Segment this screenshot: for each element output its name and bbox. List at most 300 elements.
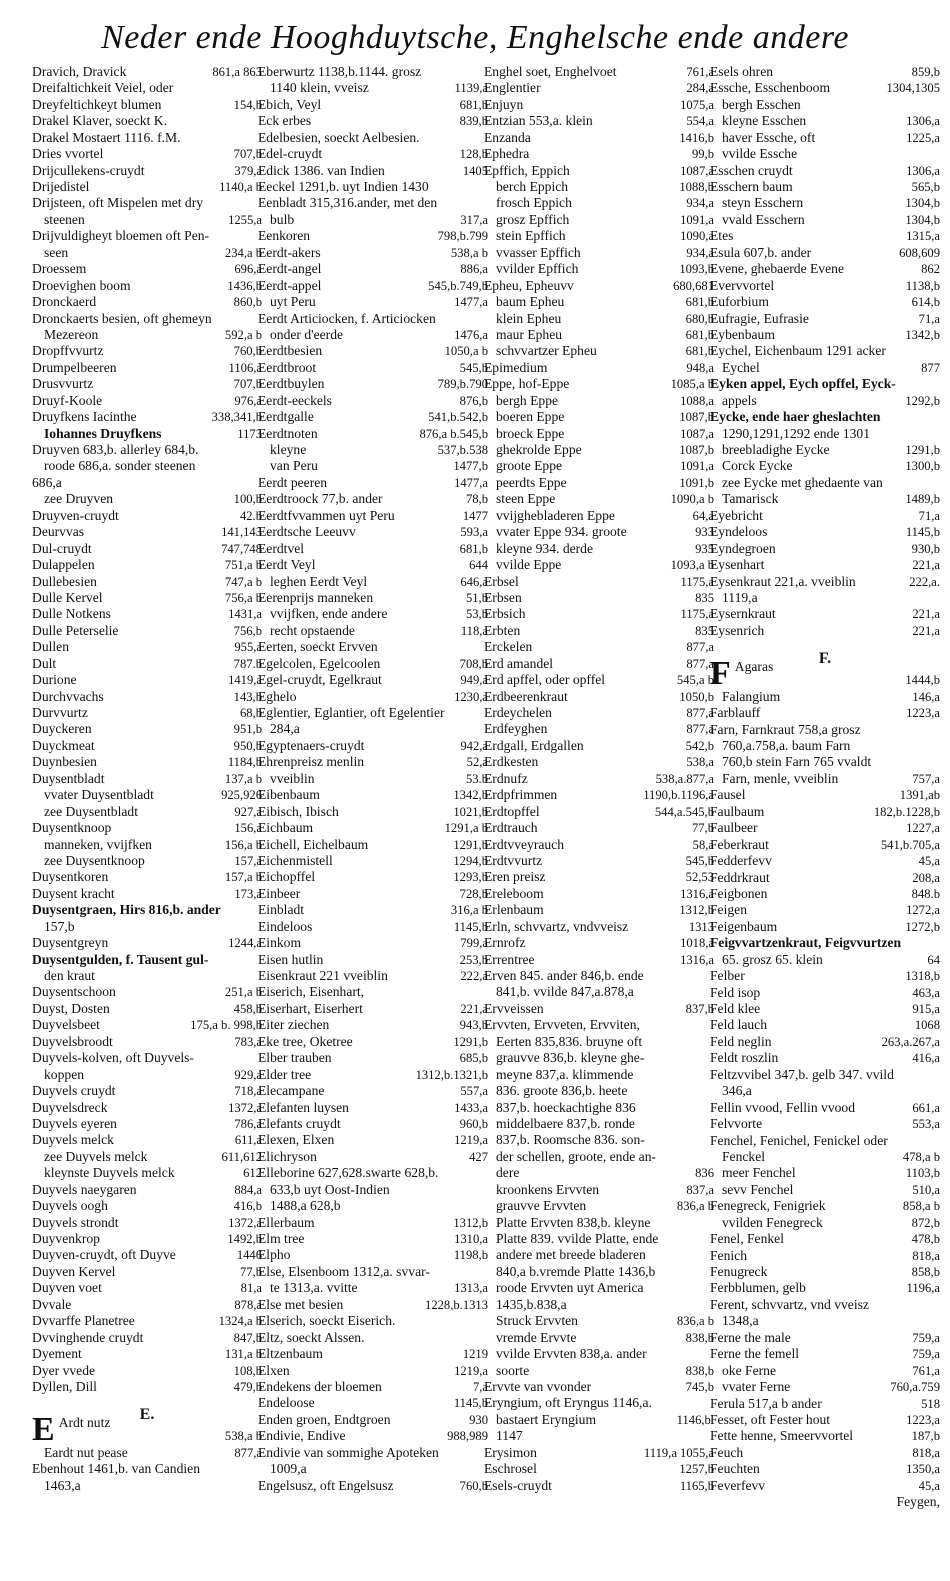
index-entry (710, 902, 940, 918)
index-entry (484, 196, 714, 212)
entry-term (484, 113, 682, 129)
entry-reference: 611,a (234, 1133, 262, 1148)
entry-term-text: 284,a (270, 721, 300, 737)
entry-term-text: groote Eppe (496, 458, 563, 474)
index-entry (484, 952, 714, 968)
entry-term-text: Eychel (722, 359, 760, 375)
entry-term-text: kleyne Esschen (722, 113, 807, 129)
entry-term-text: Duysentgreyn (32, 935, 109, 951)
entry-term-text: Duyvels strondt (32, 1214, 119, 1230)
index-entry (484, 1165, 714, 1181)
index-entry (32, 80, 262, 96)
entry-term-text: Dronckaerts besien, oft ghemeyn (32, 310, 212, 326)
entry-term-text: Erln, schvvartz, vndvveisz (484, 918, 629, 934)
index-entry (258, 606, 488, 622)
entry-term (258, 721, 484, 737)
entry-term (484, 1379, 682, 1395)
entry-term-text: vvater Duysentbladt (44, 787, 154, 803)
entry-term (32, 442, 258, 458)
index-entry (258, 146, 488, 162)
entry-term (258, 1132, 450, 1148)
entry-term (258, 1198, 484, 1214)
entry-term (484, 919, 685, 935)
entry-reference: 861,a 863 (212, 64, 262, 79)
entry-term-text: Essche, Esschenboom (710, 80, 831, 96)
index-entry (32, 919, 262, 935)
entry-term (32, 968, 258, 984)
index-entry (258, 1215, 488, 1231)
index-entry (710, 541, 940, 557)
entry-term-text: Farn, menle, vveiblin (722, 770, 839, 786)
entry-term-text: Dult (32, 655, 57, 671)
entry-term (258, 1149, 465, 1165)
index-entry (710, 376, 940, 392)
entry-term-text: Eycke, ende haer gheslachten (710, 409, 881, 425)
entry-term-text: Erdkesten (484, 754, 539, 770)
entry-reference: 221,a (912, 607, 940, 622)
index-entry (484, 771, 714, 787)
entry-term (258, 1001, 456, 1017)
index-entry (710, 722, 940, 738)
index-entry (32, 475, 262, 491)
entry-term (258, 163, 459, 179)
entry-reference: 789,b.790 (437, 377, 488, 392)
entry-term-text: Eerdtfvvammen uyt Peru (258, 507, 395, 523)
index-entry (710, 705, 940, 721)
entry-reference: 1419,a (228, 673, 262, 688)
entry-term (258, 1395, 450, 1411)
section-heading: E. (139, 1406, 155, 1424)
index-entry (484, 902, 714, 918)
entry-term (32, 146, 230, 162)
index-entry (32, 360, 262, 376)
entry-term-text: Platte 839. vvilde Platte, ende (496, 1231, 659, 1247)
entry-term (484, 278, 669, 294)
entry-reference: 1304,b (905, 212, 940, 227)
entry-term-text: 686,a (32, 474, 62, 490)
index-entry (32, 1017, 262, 1033)
entry-term-text: Erd apffel, oder opffel (484, 672, 606, 688)
entry-reference: 1227,a (906, 821, 940, 836)
entry-term-text: kroonkens Ervvten (496, 1181, 600, 1197)
index-entry (710, 606, 940, 622)
index-entry (258, 557, 488, 573)
entry-reference: 1316,a (680, 952, 714, 967)
entry-term-text: Fenel, Fenkel (710, 1231, 784, 1247)
index-entry (32, 1100, 262, 1116)
entry-reference: 1087,b (679, 410, 714, 425)
entry-term-text: Etes (710, 228, 734, 244)
index-entry (258, 376, 488, 392)
entry-term (484, 623, 691, 639)
entry-reference: 745,b (685, 1379, 714, 1394)
index-entry (258, 853, 488, 869)
entry-term-text: roode Ervvten uyt America (496, 1280, 644, 1296)
index-entry (32, 1149, 262, 1165)
entry-reference: 141,143 (221, 525, 262, 540)
entry-reference: 786,a (234, 1116, 262, 1131)
entry-term (484, 195, 682, 211)
entry-reference: 1292,b (905, 393, 940, 408)
entry-reference: 955,a (234, 640, 262, 655)
entry-reference: 1476,a (454, 327, 488, 342)
entry-reference: 77,b (239, 1264, 262, 1279)
index-entry (484, 459, 714, 475)
entry-reference: 1291,b (905, 443, 940, 458)
index-entry (32, 228, 262, 244)
entry-term (258, 475, 450, 491)
entry-term (258, 1116, 456, 1132)
entry-term-text: Edel-cruydt (258, 146, 323, 162)
entry-reference: 71,a (918, 311, 940, 326)
entry-term-text: Druyven 683,b. allerley 684,b. (32, 442, 199, 458)
entry-term-text: Duyvelsdreck (32, 1099, 108, 1115)
entry-term (710, 574, 905, 590)
index-entry (32, 590, 262, 606)
index-entry (484, 442, 714, 458)
entry-reference: 685,b (459, 1051, 488, 1066)
entry-term (484, 97, 676, 113)
entry-term-text: Drijsteen, oft Mispelen met dry (32, 195, 204, 211)
index-entry (32, 935, 262, 951)
entry-term-text: Feld klee (710, 1001, 761, 1017)
index-entry (710, 228, 940, 244)
entry-term-text: vvilde Ervvten 838,a. ander (496, 1346, 647, 1362)
entry-reference: 1416,b (679, 130, 714, 145)
entry-term (32, 1034, 230, 1050)
index-entry (258, 672, 488, 688)
entry-term (32, 245, 221, 261)
entry-term-text: 841,b. vvilde 847,a.878,a (496, 984, 634, 1000)
entry-term (32, 1017, 186, 1033)
entry-term (484, 311, 682, 327)
entry-term (484, 1461, 675, 1477)
entry-term (32, 804, 230, 820)
entry-term-text: Duyvels cruydt (32, 1083, 116, 1099)
entry-term (258, 919, 450, 935)
entry-term-text: 1119,a (722, 589, 758, 605)
entry-term (258, 1412, 465, 1428)
index-entry (710, 294, 940, 310)
entry-term (484, 1149, 710, 1165)
index-entry (710, 1100, 940, 1116)
index-entry (484, 935, 714, 951)
entry-term-text: Ferent, schvvartz, vnd vveisz (710, 1296, 869, 1312)
entry-term-text: Feberkraut (710, 836, 769, 852)
index-entry (710, 985, 940, 1001)
entry-term-text: Einbladt (258, 902, 305, 918)
index-entry (484, 722, 714, 738)
entry-term (32, 771, 221, 787)
index-entry (710, 1313, 940, 1329)
entry-term (484, 738, 682, 754)
entry-term (258, 261, 456, 277)
entry-term (484, 787, 639, 803)
entry-term (484, 1083, 710, 1099)
entry-term (484, 869, 682, 885)
index-entry (258, 80, 488, 96)
entry-term (258, 212, 456, 228)
index-entry (484, 409, 714, 425)
entry-term (258, 1297, 421, 1313)
entry-term (484, 1100, 710, 1116)
entry-reference: 58,a (692, 837, 714, 852)
index-entry (484, 80, 714, 96)
entry-reference: 173,a (234, 886, 262, 901)
entry-term (258, 672, 456, 688)
entry-reference: 537,b.538 (437, 443, 488, 458)
index-entry (484, 212, 714, 228)
entry-term (258, 327, 450, 343)
entry-term (710, 1280, 903, 1296)
entry-term (710, 985, 908, 1001)
entry-term (32, 935, 224, 951)
entry-term (484, 1132, 710, 1148)
entry-term (258, 1083, 456, 1099)
entry-reference: 458,b (233, 1001, 262, 1016)
index-entry (32, 771, 262, 787)
entry-term-text: vveiblin (270, 770, 315, 786)
entry-term-text: Eychel, Eichenbaum 1291 acker (710, 343, 886, 359)
entry-reference: 681,b (685, 344, 714, 359)
index-entry (32, 985, 262, 1001)
index-entry (710, 1363, 940, 1379)
index-entry (258, 196, 488, 212)
entry-term (710, 1034, 878, 1050)
index-entry (710, 196, 940, 212)
entry-term (710, 327, 901, 343)
entry-term (484, 1313, 673, 1329)
entry-reference: 876,a b.545,b (419, 426, 488, 441)
entry-reference: 1050,a b (444, 344, 488, 359)
entry-term (484, 804, 651, 820)
entry-term-text: Ereleboom (484, 885, 544, 901)
entry-term-text: Eisen hutlin (258, 951, 324, 967)
entry-reference: 118,a (460, 623, 488, 638)
entry-term-text: Erdtopffel (484, 803, 540, 819)
entry-term (710, 722, 936, 738)
entry-term (32, 130, 258, 146)
entry-term (484, 130, 675, 146)
entry-term-text: Elserich, soeckt Eiserich. (258, 1313, 396, 1329)
index-entry (258, 130, 488, 146)
entry-term-text: Errentree (484, 951, 535, 967)
index-entry (258, 294, 488, 310)
index-entry (484, 1215, 714, 1231)
entry-reference: 848.b (911, 886, 940, 901)
entry-term-text: breebladighe Eycke (722, 442, 830, 458)
entry-reference: 7,a (472, 1379, 488, 1394)
index-entry (258, 113, 488, 129)
entry-term-text: Elm tree (258, 1231, 305, 1247)
index-entry (710, 311, 940, 327)
entry-term-text: Esels-cruydt (484, 1477, 552, 1493)
entry-term (32, 212, 224, 228)
entry-reference: 52,a (466, 755, 488, 770)
entry-term (32, 1346, 221, 1362)
entry-term-text: bergh Esschen (722, 96, 801, 112)
entry-term (258, 1330, 484, 1346)
index-entry (710, 853, 940, 869)
index-entry (32, 1445, 262, 1461)
entry-term-text: middelbaere 837,b. ronde (496, 1115, 635, 1131)
index-entry (258, 64, 488, 80)
entry-term (32, 261, 230, 277)
index-entry (32, 245, 262, 261)
entry-term-text: steyn Esschern (722, 195, 804, 211)
index-entry (484, 1198, 714, 1214)
entry-term-text: Ephedra (484, 146, 530, 162)
entry-reference: 1093,a b (670, 558, 714, 573)
entry-term-text: Endekens der bloemen (258, 1378, 382, 1394)
entry-term (32, 952, 258, 968)
index-entry (710, 1297, 940, 1313)
entry-term-text: Eyndegroen (710, 540, 776, 556)
index-entry (710, 870, 940, 886)
entry-term (32, 1132, 231, 1148)
index-entry (484, 294, 714, 310)
entry-term (32, 97, 230, 113)
entry-term (32, 1363, 230, 1379)
index-entry (710, 130, 940, 146)
index-entry (258, 639, 488, 655)
entry-term-text: Feltzvvibel 347,b. gelb 347. vvild (710, 1066, 894, 1082)
index-entry (32, 1050, 262, 1066)
index-entry (710, 212, 940, 228)
entry-term (258, 1363, 450, 1379)
index-entry (710, 278, 940, 294)
entry-term (710, 705, 902, 721)
entry-reference: 934,a (686, 245, 714, 260)
entry-reference: 1219,a (454, 1363, 488, 1378)
entry-term-text: Esula 607,b. ander (710, 244, 812, 260)
entry-term (32, 1083, 230, 1099)
entry-term (258, 294, 450, 310)
entry-term (484, 1428, 710, 1444)
entry-term (484, 689, 675, 705)
entry-term-text: Elefants cruydt (258, 1115, 341, 1131)
entry-term (710, 491, 901, 507)
index-entry (32, 508, 262, 524)
entry-reference: 146,a (912, 689, 940, 704)
entry-reference: 1145,b (453, 1396, 488, 1411)
index-entry (258, 1478, 488, 1494)
index-entry (484, 1313, 714, 1329)
entry-term (32, 1461, 258, 1477)
entry-term (484, 80, 682, 96)
index-entry (710, 1067, 940, 1083)
entry-reference: 234,a b (224, 245, 262, 260)
entry-term (484, 327, 682, 343)
entry-term (484, 590, 691, 606)
entry-reference: 1313 (688, 919, 714, 934)
entry-term-text: Epheu, Epheuvv (484, 277, 574, 293)
entry-reference: 317,a (460, 212, 488, 227)
entry-term-text: Erdtvveyrauch (484, 836, 565, 852)
entry-term (484, 458, 676, 474)
entry-reference: 942,a (460, 738, 488, 753)
index-entry (32, 130, 262, 146)
entry-term-text: Eerdt-akers (258, 244, 321, 260)
index-entry (710, 771, 940, 787)
entry-reference: 1165,b (679, 1478, 714, 1493)
entry-term-text: Durchvvachs (32, 688, 104, 704)
entry-term (484, 1412, 673, 1428)
index-entry (32, 1280, 262, 1296)
entry-term (258, 689, 450, 705)
entry-term (484, 606, 677, 622)
index-entry (32, 1165, 262, 1181)
entry-term (258, 311, 484, 327)
entry-term-text: Dyement (32, 1346, 82, 1362)
entry-term (258, 820, 441, 836)
index-entry (258, 426, 488, 442)
entry-term-text: vvilder Epffich (496, 261, 579, 277)
entry-term (32, 820, 230, 836)
entry-reference: 1300,b (905, 459, 940, 474)
index-entry (258, 952, 488, 968)
index-entry (32, 327, 262, 343)
index-entry (32, 1116, 262, 1132)
index-entry (484, 1182, 714, 1198)
entry-term-text: Eltz, soeckt Alssen. (258, 1329, 365, 1345)
entry-term (32, 984, 221, 1000)
index-entry (710, 1182, 940, 1198)
entry-term (32, 705, 236, 721)
entry-reference: 860,b (233, 295, 262, 310)
entry-term (32, 195, 258, 211)
index-entry (710, 1248, 940, 1264)
index-entry (32, 1410, 262, 1448)
index-column-3 (484, 64, 714, 1494)
entry-reference: 836,a b (676, 1314, 714, 1329)
index-entry (484, 837, 714, 853)
entry-reference: 759,a (912, 1347, 940, 1362)
index-entry (32, 1297, 262, 1313)
index-entry (484, 426, 714, 442)
entry-term (484, 508, 689, 524)
index-entry (710, 508, 940, 524)
entry-reference: 1342,b (905, 327, 940, 342)
entry-reference: 137,a b (224, 771, 262, 786)
entry-term-text: kleynste Duyvels melck (44, 1165, 175, 1181)
index-entry (258, 1297, 488, 1313)
entry-reference: 661,a (912, 1100, 940, 1115)
entry-term (32, 639, 230, 655)
index-entry (32, 1083, 262, 1099)
entry-term (258, 360, 456, 376)
index-entry (484, 886, 714, 902)
entry-term (484, 705, 682, 721)
entry-reference: 1294,b (453, 853, 488, 868)
entry-term (710, 1396, 917, 1412)
entry-term-text: koppen (44, 1066, 85, 1082)
index-entry (484, 360, 714, 376)
entry-reference: 51,b (465, 590, 488, 605)
entry-term-text: Einbeer (258, 885, 301, 901)
entry-reference: 783,a (234, 1034, 262, 1049)
entry-reference: 707,b (233, 147, 262, 162)
entry-term (484, 721, 682, 737)
entry-term (484, 1346, 710, 1362)
entry-term (258, 458, 449, 474)
entry-term-text: oke Ferne (722, 1362, 776, 1378)
entry-reference: 1091,a (680, 212, 714, 227)
entry-reference: 859,b (911, 64, 940, 79)
entry-term (258, 771, 462, 787)
index-entry (32, 639, 262, 655)
entry-term-text: Duysentschoon (32, 984, 116, 1000)
